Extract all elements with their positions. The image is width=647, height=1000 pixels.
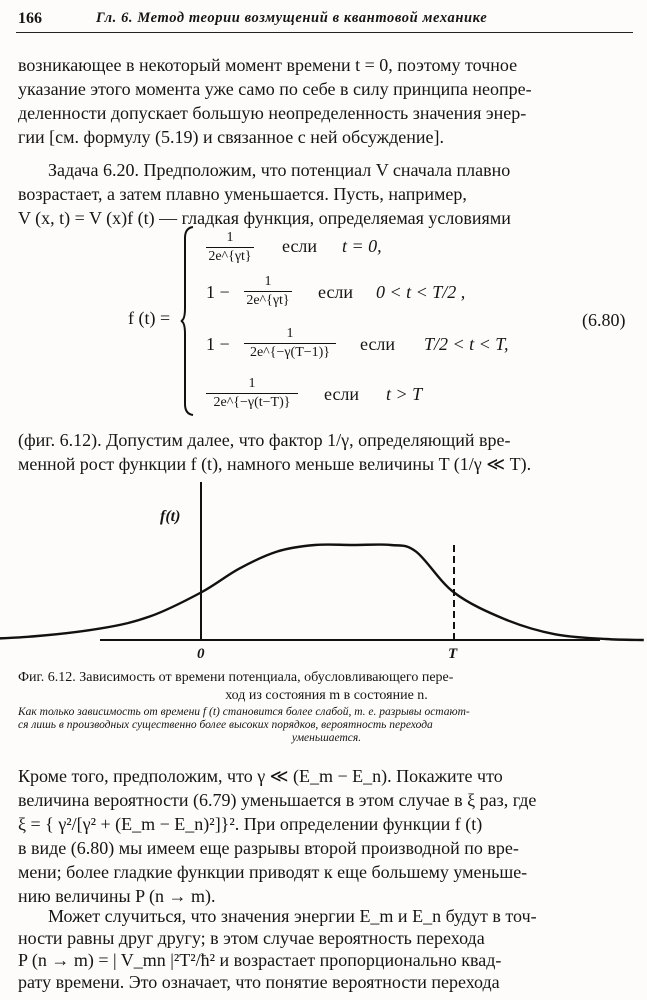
denominator: 2e^{−γ(t−T)}: [213, 395, 291, 410]
text-line: мени; более гладкие функции приводят к еще большему уменьше-: [18, 862, 528, 882]
figure-note: Как только зависимость от времени f (t) становится более слабой, т. е. разрывы остают-: [18, 706, 470, 718]
page-number: 166: [18, 10, 42, 27]
equation-number: (6.80): [582, 310, 626, 330]
figure-caption: ход из состояния m в состояние n.: [225, 688, 428, 703]
numerator: 1: [226, 230, 234, 245]
equation-lhs: f (t) =: [128, 308, 171, 328]
denominator: 2e^{γt}: [208, 249, 252, 264]
running-head-title: Гл. 6. Метод теории возмущений в квантовой механике: [96, 10, 488, 26]
case-4-condition: t > T: [386, 384, 423, 404]
text-line: ности равны друг другу; в этом случае вероятность перехода: [18, 928, 485, 948]
case-3-condition: T/2 < t < T,: [424, 334, 509, 354]
text-line: рату времени. Это означает, что понятие вероятности перехода: [18, 972, 500, 992]
figure-caption: Фиг. 6.12. Зависимость от времени потенциала, обусловливающего пере-: [18, 670, 454, 685]
tick-label-zero: 0: [197, 646, 205, 662]
text-line: возникающее в некоторый момент времени t = 0, поэтому точное: [18, 55, 518, 75]
text-line: (фиг. 6.12). Допустим далее, что фактор 1/γ, определяющий вре-: [18, 430, 511, 450]
text-line: в виде (6.80) мы имеем еще разрывы второй производной по вре-: [18, 838, 519, 858]
problem-line: возрастает, а затем плавно уменьшается. Пусть, например,: [18, 184, 467, 204]
case-4-condition-word: если: [324, 384, 360, 404]
series-line: [0, 545, 644, 640]
text-line: величина вероятности (6.79) уменьшается в этом случае в ξ раз, где: [18, 790, 537, 810]
denominator: 2e^{−γ(T−1)}: [249, 345, 331, 360]
text-line: менной рост функции f (t), намного меньше величины T (1/γ ≪ T).: [18, 454, 532, 474]
y-axis-label: f(t): [160, 508, 181, 525]
case-2-condition-word: если: [318, 282, 354, 302]
numerator: 1: [286, 326, 294, 341]
text-line: деленности допускает большую неопределенность значения энер-: [18, 103, 527, 123]
problem-line: V (x, t) = V (x)f (t) — гладкая функция, определяемая условиями: [18, 208, 511, 228]
text-line: ξ = { γ²/[γ² + (E_m − E_n)²]}². При определении функции f (t): [18, 814, 483, 834]
case-1-condition-word: если: [282, 236, 318, 256]
text-line: нию величины P (n → m).: [18, 886, 216, 906]
case-1-condition: t = 0,: [342, 236, 382, 256]
case-2-condition: 0 < t < T/2 ,: [376, 282, 466, 302]
figure-note: уменьшается.: [291, 732, 362, 744]
denominator: 2e^{γt}: [246, 293, 290, 308]
text-line: P (n → m) = | V_mn |²T²/ħ² и возрастает пропорционально квад-: [18, 950, 502, 970]
text-line: указание этого момента уже само по себе в силу принципа неопре-: [18, 79, 532, 99]
problem-line: Задача 6.20. Предположим, что потенциал V сначала плавно: [48, 160, 511, 180]
case-3-condition-word: если: [360, 334, 396, 354]
numerator: 1: [264, 274, 272, 289]
figure-note: ся лишь в производных существенно более высоких порядков, вероятность перехода: [18, 719, 433, 731]
case-3-prefix: 1 −: [206, 334, 230, 354]
text-line: Кроме того, предположим, что γ ≪ (E_m − E_n). Покажите что: [18, 766, 503, 786]
text-line: Может случиться, что значения энергии E_m и E_n будут в точ-: [48, 906, 537, 926]
case-2-prefix: 1 −: [206, 282, 230, 302]
numerator: 1: [248, 376, 256, 391]
tick-label-T: T: [448, 646, 458, 662]
text-line: гии [см. формулу (5.19) и связанное с ней обсуждение].: [18, 127, 444, 147]
